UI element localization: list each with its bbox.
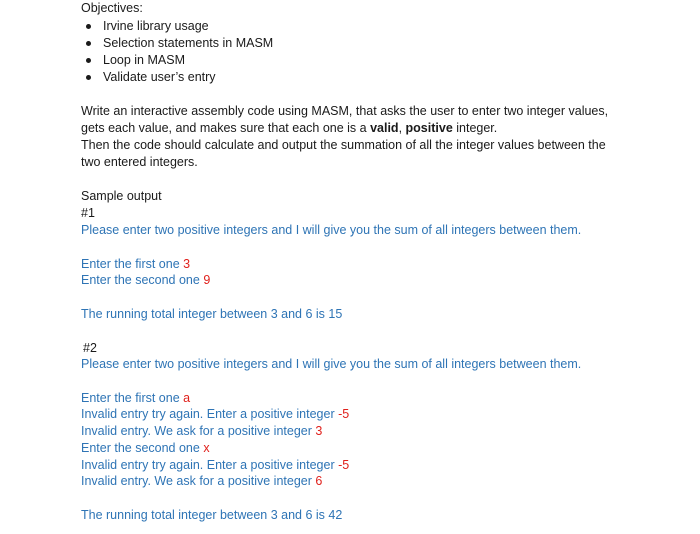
objective-item — [103, 69, 216, 86]
user-input-value: 9 — [203, 273, 211, 287]
task-line-1: Write an interactive assembly code using MASM, that asks the user to enter two integer values, — [81, 104, 609, 118]
valid-emphasis: valid — [370, 121, 399, 135]
example-2-invalid-2 — [81, 423, 322, 440]
bullet-icon — [86, 75, 91, 80]
objective-item-label: Irvine library usage — [103, 19, 209, 33]
user-input-value: x — [203, 441, 210, 455]
objective-item — [103, 18, 209, 35]
example-2-prompt: Please enter two positive integers and I will give you the sum of all integers between them. — [81, 357, 582, 371]
entry-label: Enter the second one — [81, 441, 204, 455]
entry-label: Invalid entry. We ask for a positive integer — [81, 474, 316, 488]
objectives-heading: Objectives: — [81, 1, 143, 15]
entry-label: Invalid entry. We ask for a positive integer — [81, 424, 316, 438]
task-line-4: two entered integers. — [81, 155, 198, 169]
entry-label: Enter the second one — [81, 273, 204, 287]
entry-label: Enter the first one — [81, 257, 184, 271]
user-input-value: a — [183, 391, 191, 405]
user-input-value: 6 — [315, 474, 323, 488]
user-input-value: -5 — [338, 407, 350, 421]
example-2-label: #2 — [83, 341, 97, 355]
entry-label: Enter the first one — [81, 391, 184, 405]
objective-item-label: Loop in MASM — [103, 53, 185, 67]
example-2-result: The running total integer between 3 and 6 is 42 — [81, 508, 343, 522]
bullet-icon — [86, 58, 91, 63]
example-1-first-entry — [81, 256, 190, 273]
positive-emphasis: positive — [405, 121, 453, 135]
objective-item-label: Validate user’s entry — [103, 70, 216, 84]
entry-label: Invalid entry try again. Enter a positive integer — [81, 458, 339, 472]
bullet-icon — [86, 24, 91, 29]
example-2-second-entry — [81, 440, 210, 457]
example-2-invalid-1 — [81, 406, 349, 423]
example-2-first-entry — [81, 390, 190, 407]
example-2-invalid-4 — [81, 473, 322, 490]
example-1-second-entry — [81, 272, 210, 289]
objective-item-label: Selection statements in MASM — [103, 36, 274, 50]
task-line-3: Then the code should calculate and output the summation of all the integer values between the — [81, 138, 606, 152]
objective-item — [103, 35, 273, 52]
example-1-label: #1 — [81, 206, 95, 220]
example-2-invalid-3 — [81, 457, 349, 474]
bullet-icon — [86, 41, 91, 46]
task-line-2 — [81, 120, 497, 137]
task-text: integer. — [452, 121, 498, 135]
user-input-value: -5 — [338, 458, 350, 472]
example-1-result: The running total integer between 3 and 6 is 15 — [81, 307, 343, 321]
example-1-prompt: Please enter two positive integers and I will give you the sum of all integers between them. — [81, 223, 582, 237]
sample-output-heading: Sample output — [81, 189, 162, 203]
task-text: , — [398, 121, 406, 135]
objective-item — [103, 52, 185, 69]
task-text: gets each value, and makes sure that each one is a — [81, 121, 371, 135]
entry-label: Invalid entry try again. Enter a positive integer — [81, 407, 339, 421]
user-input-value: 3 — [315, 424, 323, 438]
user-input-value: 3 — [183, 257, 191, 271]
